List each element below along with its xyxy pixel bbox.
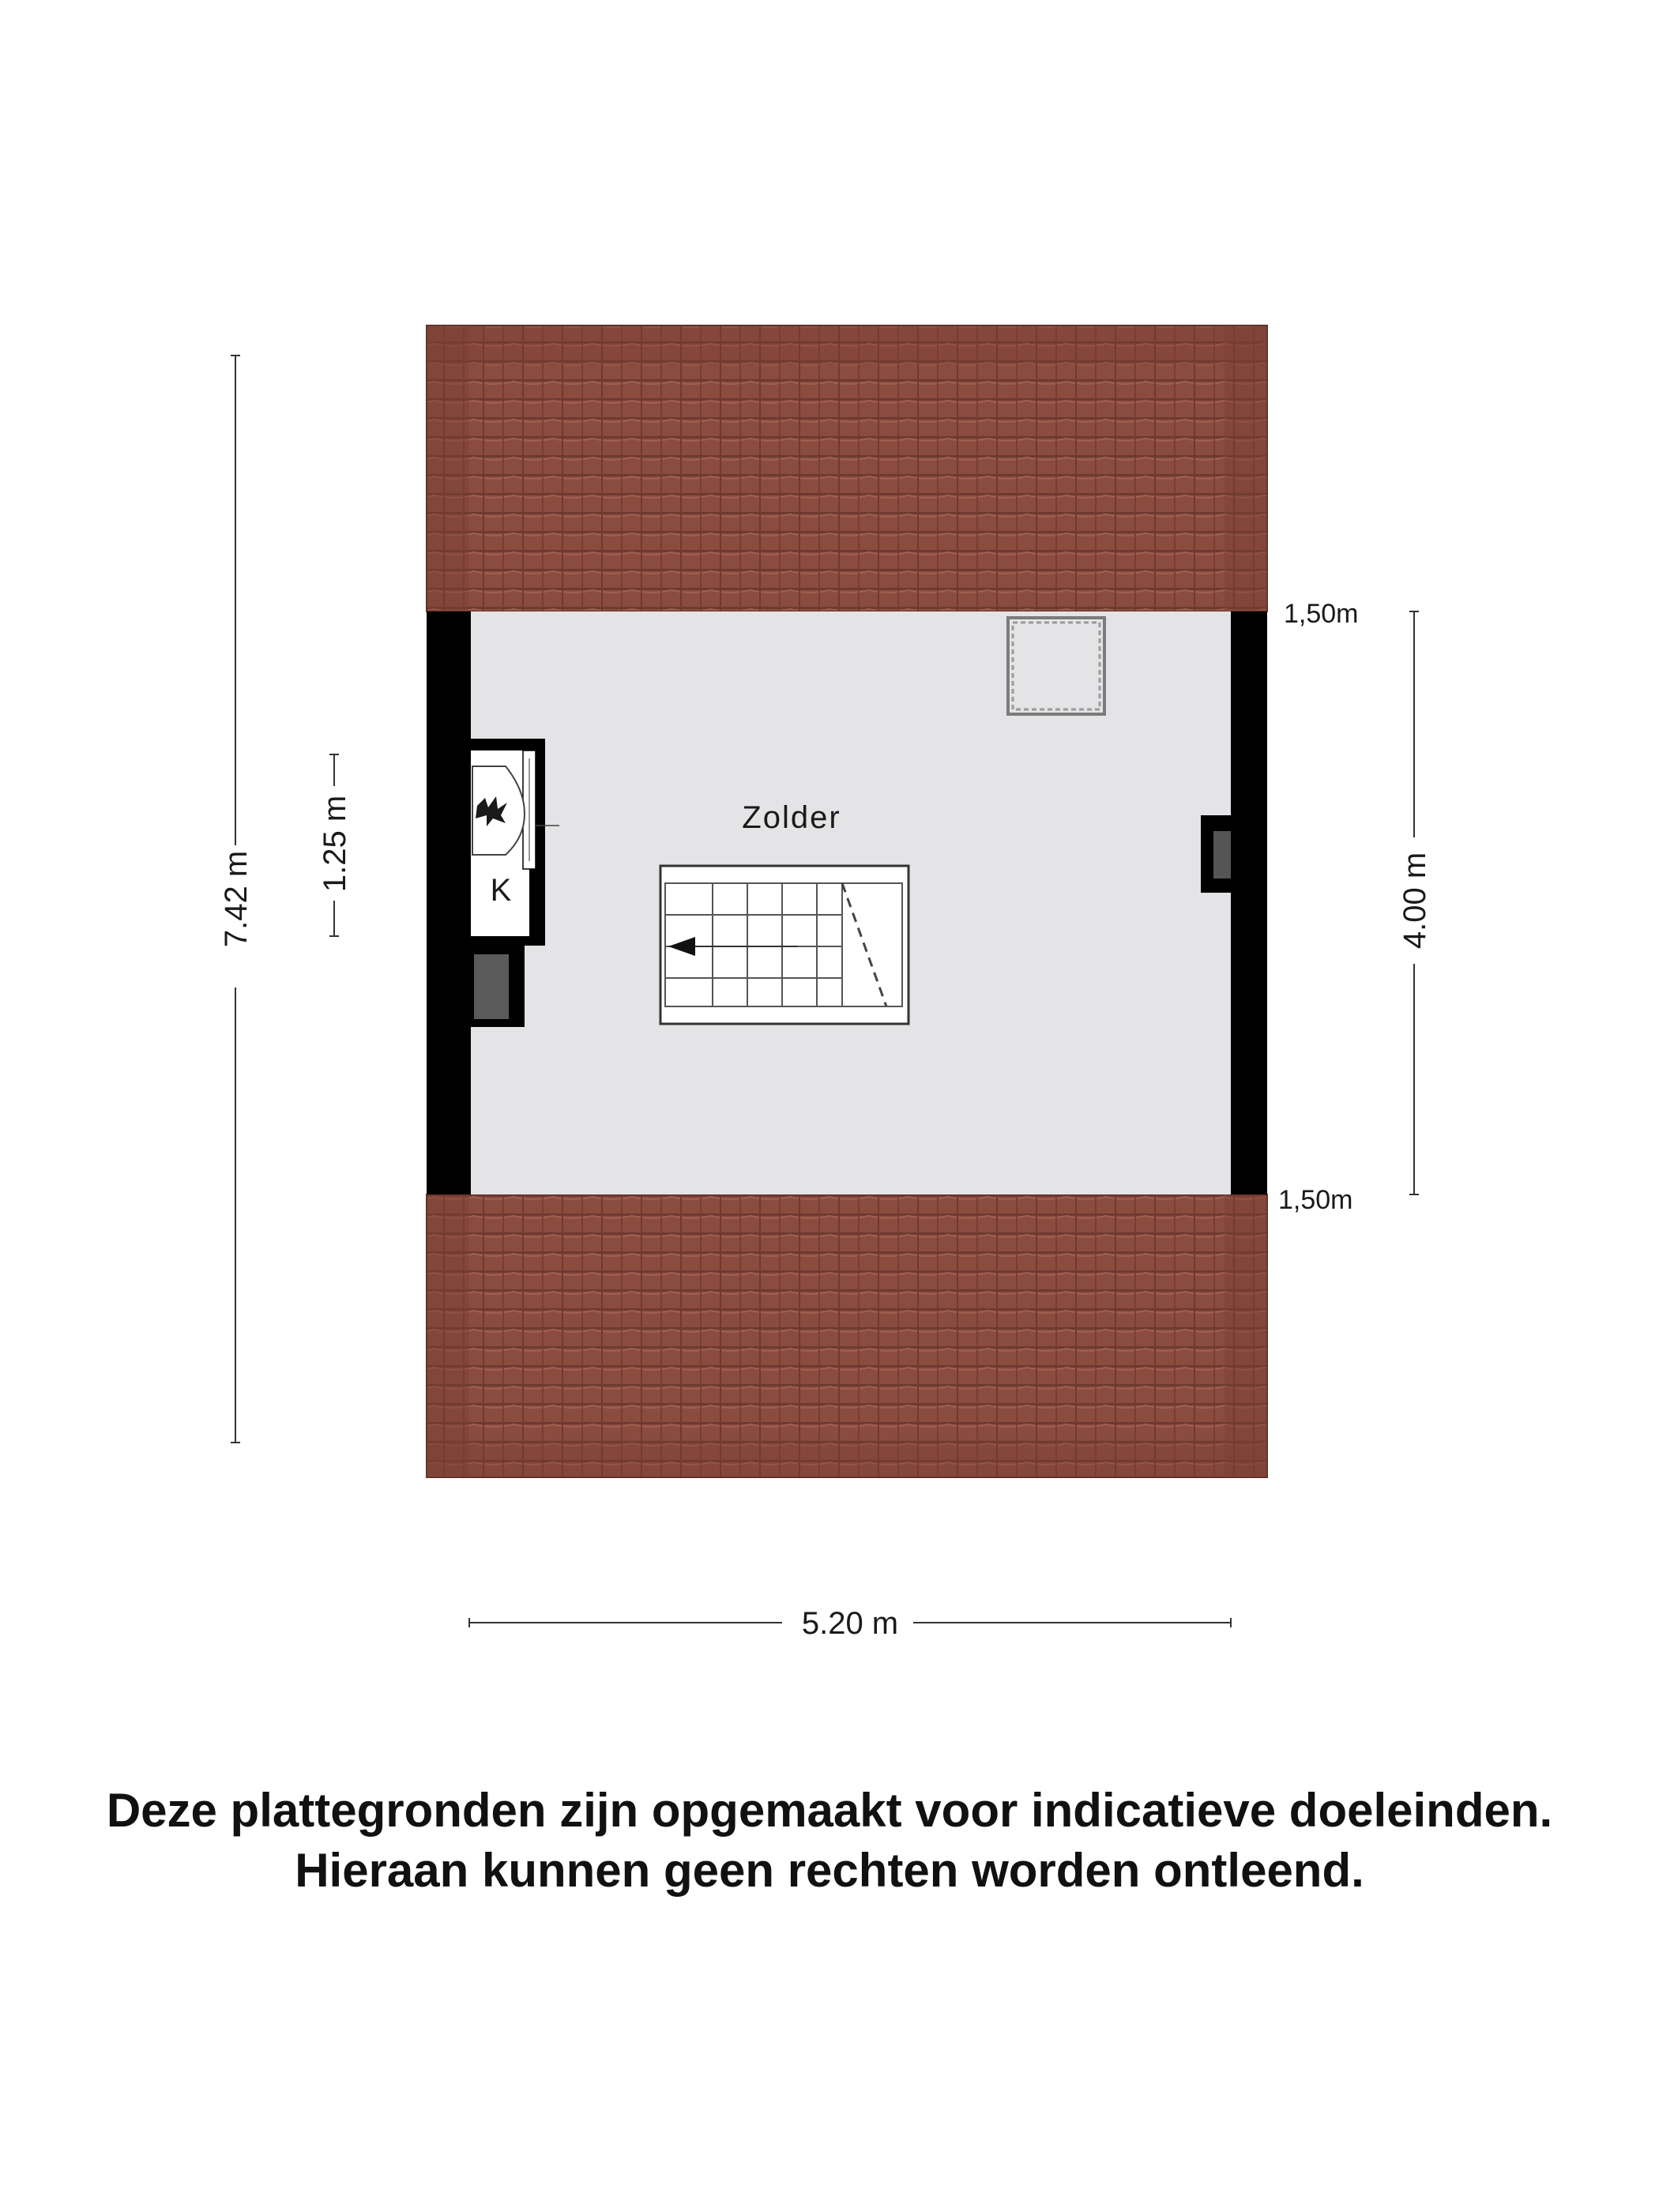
dimension-width-label: 5.20 m bbox=[801, 1606, 899, 1641]
disclaimer-line-1: Deze plattegronden zijn opgemaakt voor indicatieve doeleinden. bbox=[106, 1784, 1553, 1837]
disclaimer-line-2: Hieraan kunnen geen rechten worden ontleend. bbox=[295, 1844, 1364, 1897]
knee-wall-bottom-label: 1,50m bbox=[1278, 1185, 1353, 1215]
right-chimney bbox=[1201, 815, 1234, 893]
left-chimney bbox=[471, 945, 525, 1027]
left-wall bbox=[427, 611, 471, 1194]
roof-bottom bbox=[427, 1194, 1267, 1477]
right-wall bbox=[1231, 611, 1267, 1194]
staircase bbox=[660, 866, 908, 1024]
room-label: Zolder bbox=[742, 800, 841, 835]
roof-top bbox=[427, 325, 1267, 611]
dimension-right-span-label: 4.00 m bbox=[1398, 852, 1432, 950]
closet-label: K bbox=[490, 873, 512, 908]
knee-wall-top-label: 1,50m bbox=[1284, 599, 1359, 629]
dimension-closet-height-label: 1.25 m bbox=[318, 795, 352, 893]
dimension-total-height-label: 7.42 m bbox=[219, 850, 254, 948]
